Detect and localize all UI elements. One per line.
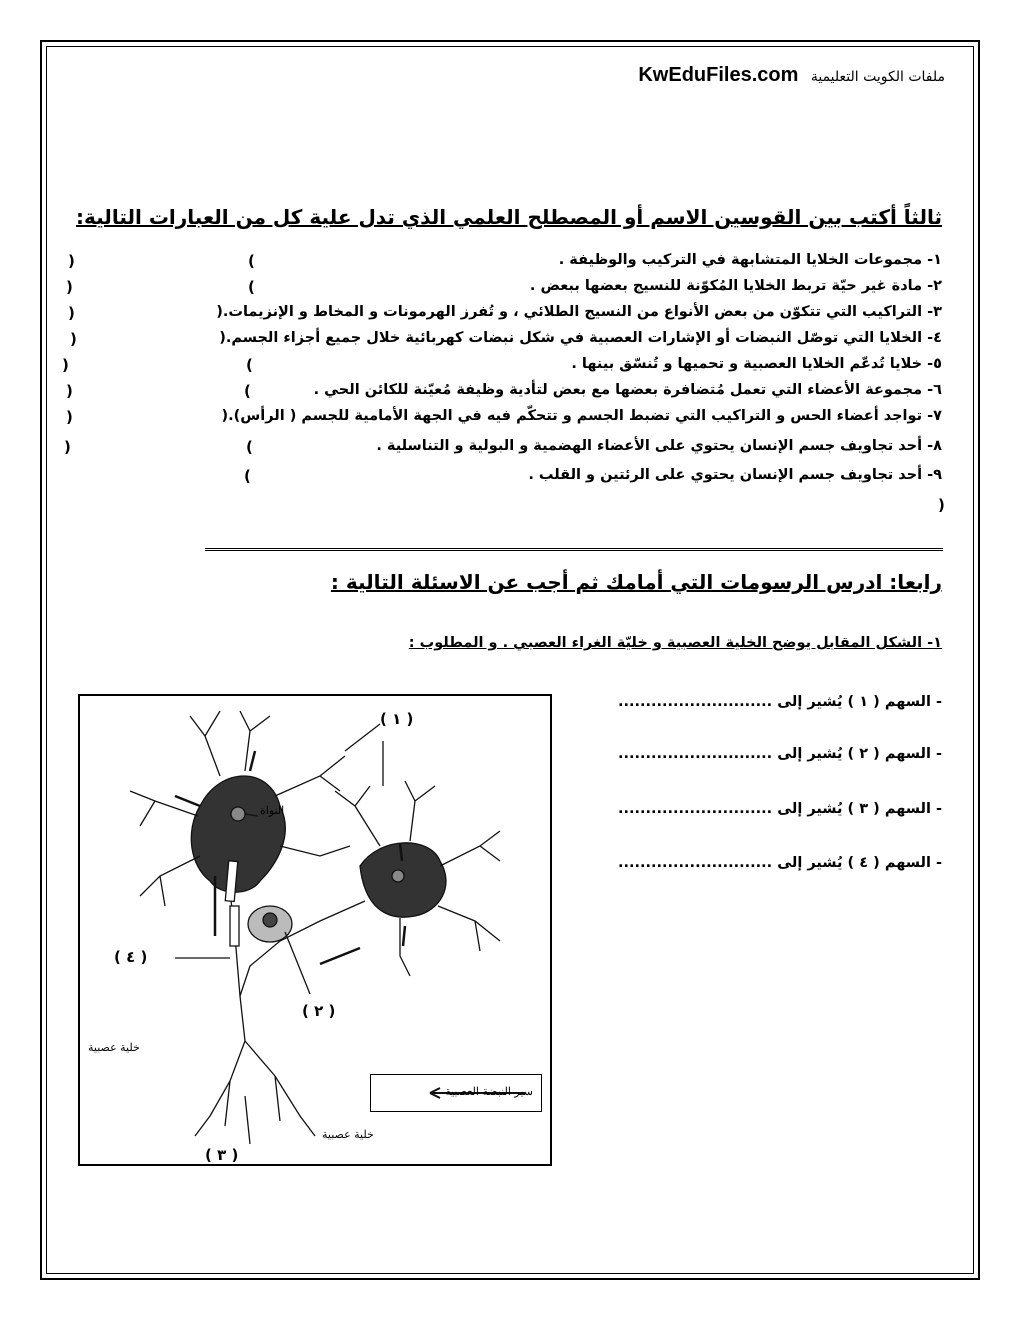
question-item-8: ٨- أحد تجاويف جسم الإنسان يحتوي على الأعضاء الهضمية و البولية و التناسلية . [376,438,942,454]
arrow-question-2: - السهم ( ٢ ) يُشير إلى ............................ [617,746,942,762]
nucleus [231,807,245,821]
question-item-4: ٤- الخلايا التي توصّل النبضات أو الإشارات العصبية في شكل نبضات كهربائية خلال جميع أجزاء الجسم.( [219,330,942,346]
diagram-label-4: ( ٤ ) [114,948,148,966]
arrow-question-1: - السهم ( ١ ) يُشير إلى ............................ [617,694,942,710]
answer-open-paren: ( [248,278,255,296]
question-item-3: ٣- التراكيب التي تتكوّن من بعض الأنواع من النسيج الطلائي ، و تُفرز الهرمونات و المخاط و الإنزيمات.( [216,304,942,320]
neuron-diagram [78,694,552,1166]
direction-arrow [250,751,255,771]
answer-close-paren: ) [66,408,73,426]
diagram-label-1: ( ١ ) [380,710,414,728]
question-item-2: ٢- مادة غير حيّة تربط الخلايا المُكوّنة للنسيج بعضها ببعض . [529,278,942,294]
header-arabic-label: ملفات الكويت التعليمية [810,69,945,85]
nerve-cell-label-left: خلية عصبية [88,1041,140,1054]
answer-close-paren: ) [938,496,945,514]
question-item-7: ٧- تواجد أعضاء الحس و التراكيب التي تضبط الجسم و تتحكّم فيه في الجهة الأمامية للجسم ( الرأس).( [221,408,942,424]
section4-title: رابعا: ادرس الرسومات التي أمامك ثم أجب عن الاسئلة التالية : [330,570,942,594]
header-site-name: KwEduFiles.com [638,64,799,86]
question-item-6: ٦- مجموعة الأعضاء التي تعمل مُتضافرة بعضها مع بعض لتأدية وظيفة مُعيّنة للكائن الحي . [313,382,942,398]
answer-open-paren: ( [244,467,251,485]
answer-open-paren: ( [248,252,255,270]
answer-close-paren: ) [62,356,69,374]
question1-prompt: ١- الشكل المقابل يوضح الخلية العصبية و خليّة الغراء العصبي . و المطلوب : [408,635,942,651]
direction-arrow [175,796,200,806]
answer-open-paren: ( [246,356,253,374]
pointer-line-1 [345,724,380,751]
neuron-cell-body [191,776,285,892]
answer-close-paren: ) [68,252,75,270]
arrow-question-3: - السهم ( ٣ ) يُشير إلى ............................ [617,801,942,817]
question-item-1: ١- مجموعات الخلايا المتشابهة في التركيب والوظيفة . [558,252,942,268]
question-item-9: ٩- أحد تجاويف جسم الإنسان يحتوي على الرئتين و القلب . [528,467,942,483]
section3-title: ثالثاً أكتب بين القوسين الاسم أو المصطلح العلمي الذي تدل علية كل من العبارات التالية: [76,205,942,229]
arrow-question-4: - السهم ( ٤ ) يُشير إلى ............................ [617,855,942,871]
pointer-line-2 [285,932,310,994]
answer-open-paren: ( [244,382,251,400]
answer-close-paren: ) [66,382,73,400]
pointer-line-3 [245,1096,250,1144]
diagram-legend [370,1074,542,1112]
glial-nucleus [263,913,277,927]
answer-close-paren: ) [66,278,73,296]
answer-close-paren: ) [64,438,71,456]
legend-label: سير النبضة العصبية [445,1085,533,1098]
answer-close-paren: ) [70,330,77,348]
question-item-5: ٥- خلايا تُدعّم الخلايا العصبية و تحميها و تُنسّق بينها . [571,356,942,372]
diagram-label-2: ( ٢ ) [302,1002,336,1020]
nucleus-label: النواة [260,804,285,817]
myelin-segment [230,906,239,946]
direction-arrow [403,926,405,946]
page-header [638,64,945,87]
answer-open-paren: ( [246,438,253,456]
nucleus [392,870,404,882]
answer-close-paren: ) [68,304,75,322]
nerve-cell-label-bottom: خلية عصبية [322,1128,374,1141]
section-separator [205,548,943,551]
diagram-label-3: ( ٣ ) [205,1146,239,1164]
direction-arrow [320,948,360,964]
